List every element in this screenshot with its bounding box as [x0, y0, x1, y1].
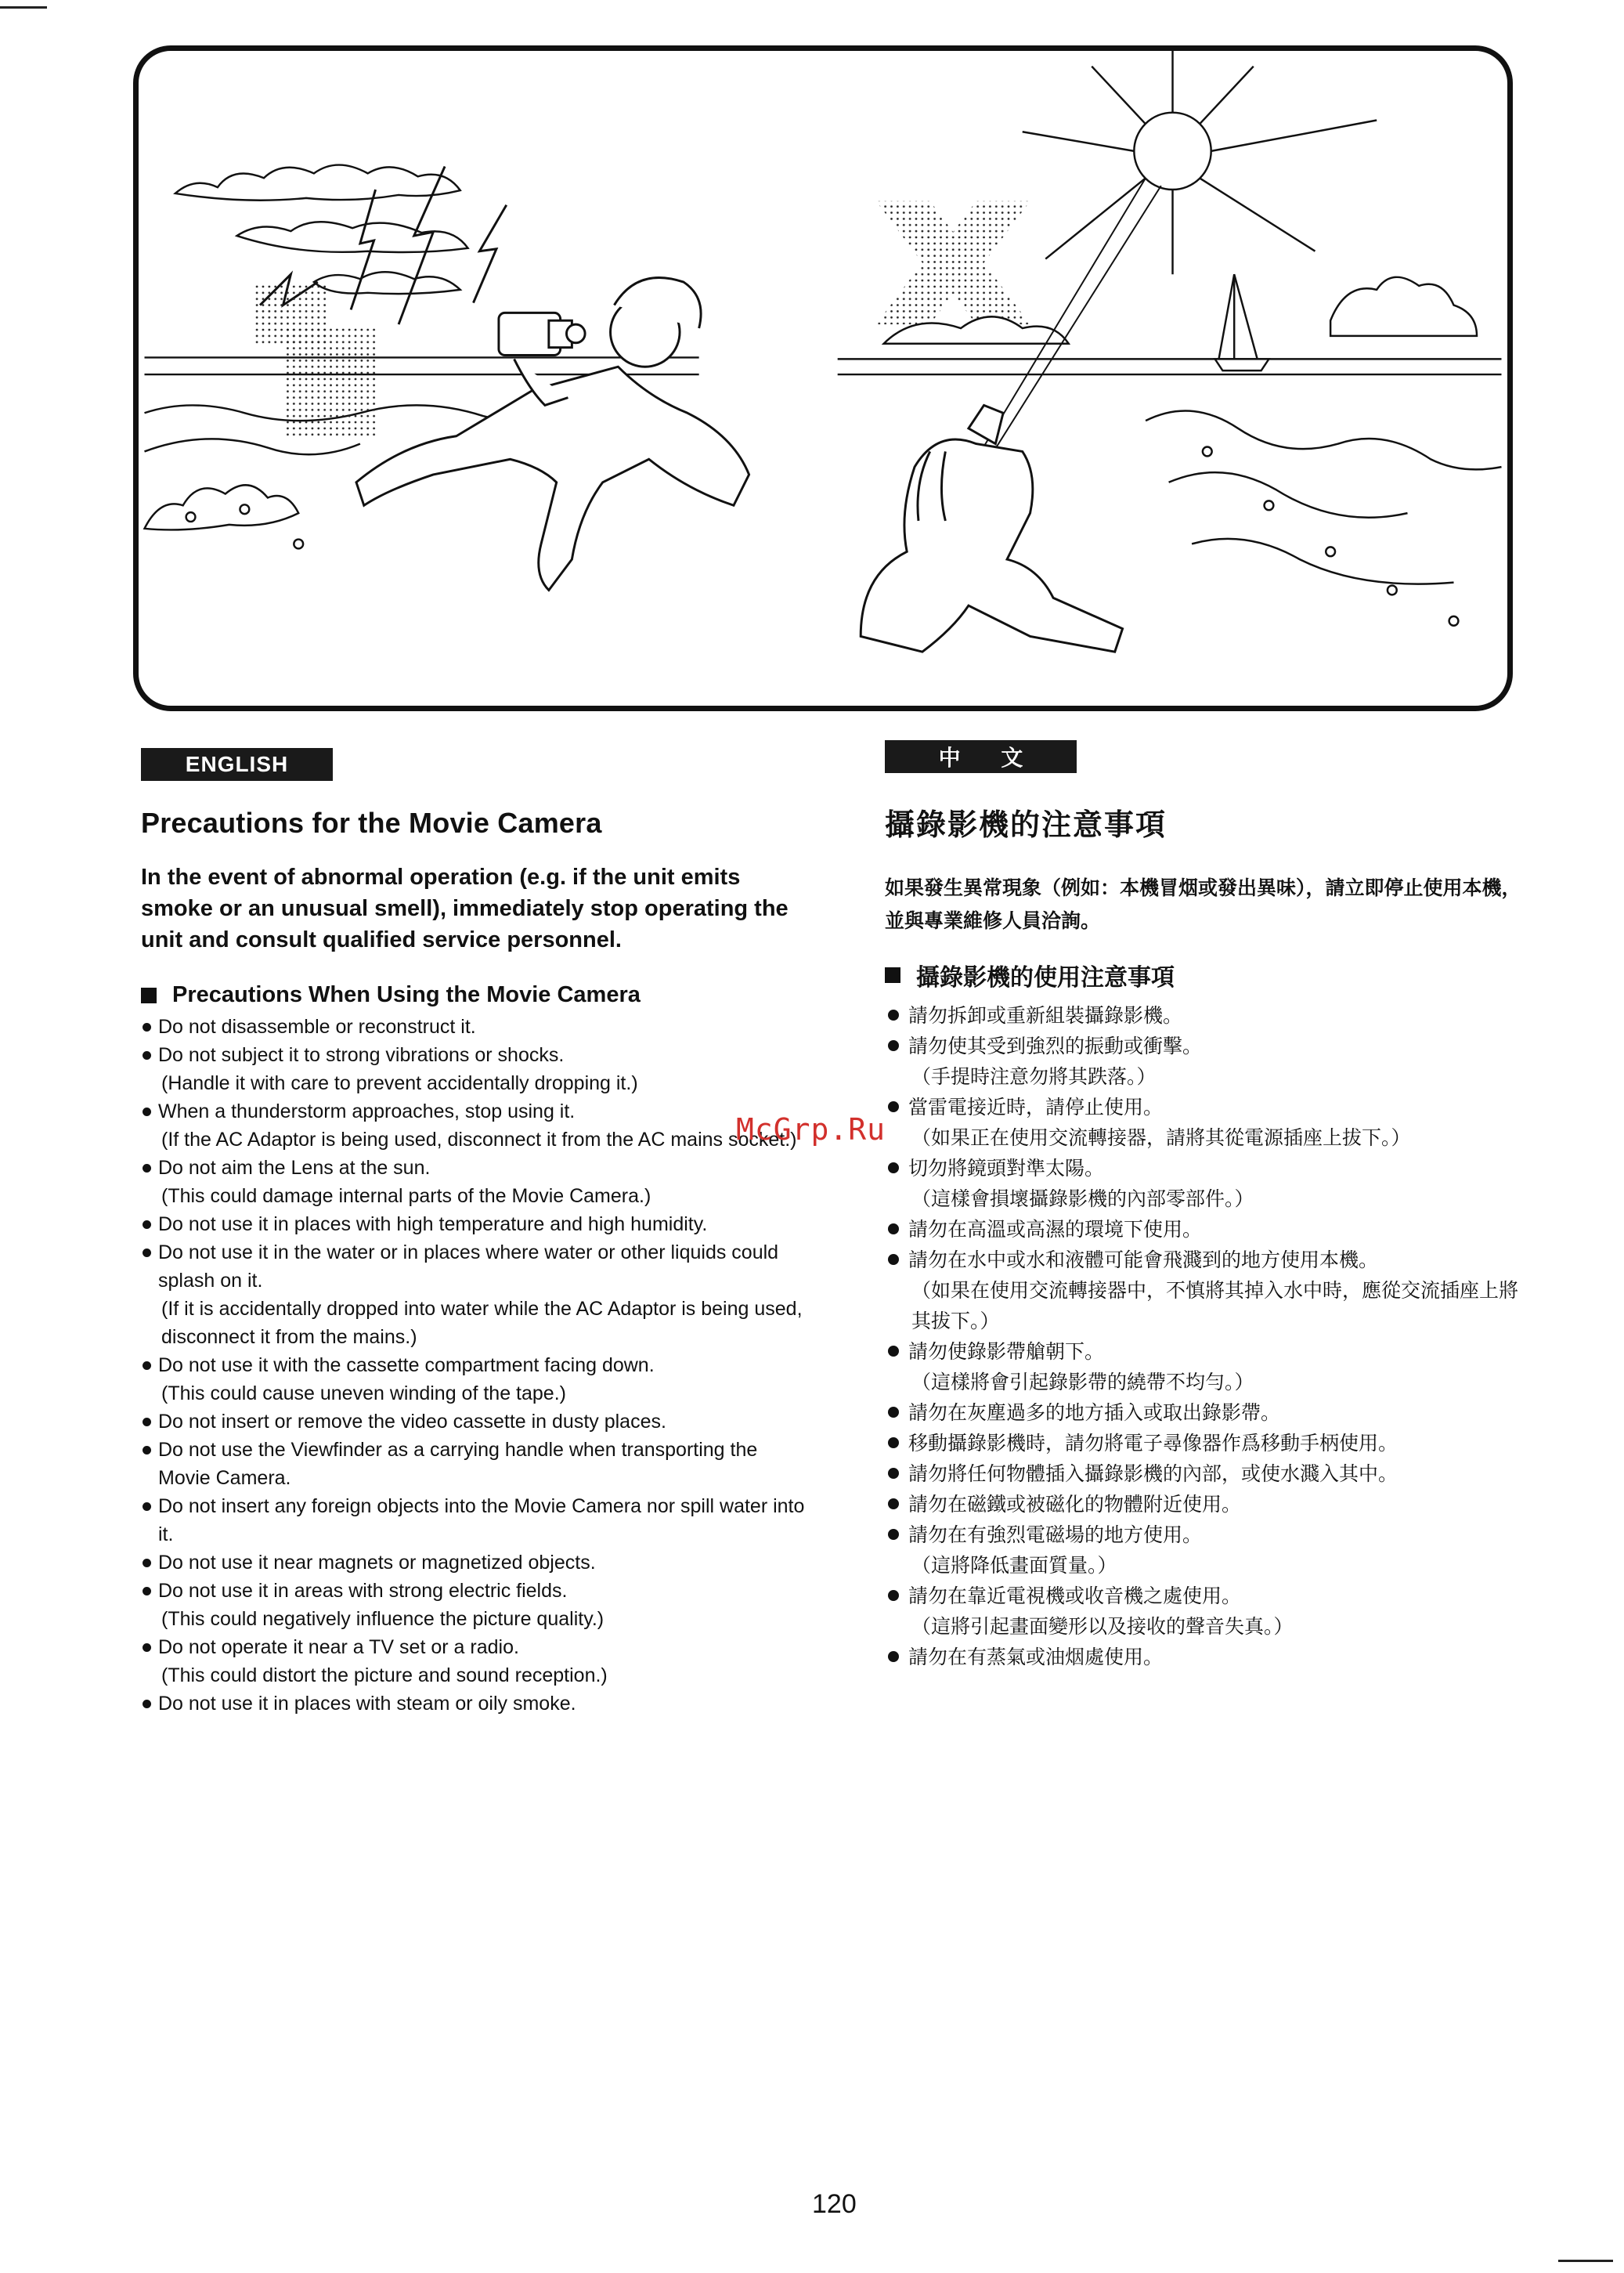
- list-item: [885, 1336, 1535, 1397]
- bullet-icon: [143, 1587, 151, 1595]
- bullet-icon: [143, 1559, 151, 1567]
- person-aiming-at-sun: [861, 405, 1122, 652]
- list-item: [885, 1520, 1535, 1581]
- list-item-text: Do not insert or remove the video cassette in dusty places.: [158, 1411, 666, 1433]
- bullet-icon: [888, 1498, 899, 1509]
- list-item: [885, 1642, 1535, 1672]
- list-item-note: （如果在使用交流轉接器中，不慎將其掉入水中時，應從交流插座上將其拔下。）: [911, 1279, 1519, 1332]
- list-item-note: （這樣將會引起錄影帶的繞帶不均勻。）: [911, 1371, 1254, 1393]
- list-item-text: 移動攝錄影機時，請勿將電子尋像器作爲移動手柄使用。: [908, 1432, 1398, 1455]
- bullet-icon: [888, 1162, 899, 1173]
- list-item-text: Do not use it near magnets or magnetized objects.: [158, 1552, 596, 1574]
- square-bullet-icon: [885, 967, 900, 983]
- list-item-text: 請勿在灰塵過多的地方插入或取出錄影帶。: [908, 1401, 1281, 1424]
- list-item-note: (This could distort the picture and sound reception.): [161, 1664, 608, 1686]
- list-item: [141, 1351, 807, 1408]
- list-item: [141, 1408, 807, 1436]
- watermark[interactable]: McGrp.Ru: [736, 1112, 886, 1147]
- bullet-icon: [888, 1468, 899, 1479]
- list-item-text: 請勿在有強烈電磁場的地方使用。: [908, 1523, 1203, 1546]
- corner-mark-top-left: [0, 6, 47, 9]
- list-item-text: 當雷電接近時，請停止使用。: [908, 1096, 1164, 1118]
- bullet-icon: [143, 1418, 151, 1426]
- page-number: 120: [812, 2189, 857, 2219]
- list-item-text: 請勿將任何物體插入攝錄影機的內部，或使水濺入其中。: [908, 1462, 1398, 1485]
- list-item-note: (Handle it with care to prevent accidentally dropping it.): [161, 1072, 638, 1094]
- list-item: [885, 1092, 1535, 1153]
- bullet-icon: [143, 1446, 151, 1455]
- list-item-note: （手提時注意勿將其跌落。）: [911, 1065, 1157, 1088]
- list-item: [885, 1000, 1535, 1031]
- chinese-subheading-text: 攝錄影機的使用注意事項: [916, 964, 1175, 992]
- list-item-note: （這樣會損壞攝錄影機的內部零部件。）: [911, 1187, 1254, 1210]
- list-item-text: 請勿在有蒸氣或油烟處使用。: [908, 1646, 1164, 1668]
- bullet-icon: [888, 1254, 899, 1265]
- chinese-warning: 如果發生異常現象（例如：本機冒烟或發出異味），請立即停止使用本機，並與專業維修人員洽詢。: [885, 876, 1521, 932]
- chinese-precaution-list: [885, 1000, 1535, 1672]
- chinese-title: 攝錄影機的注意事項: [885, 808, 1167, 842]
- list-item: [141, 1436, 807, 1492]
- english-title: Precautions for the Movie Camera: [141, 807, 602, 839]
- list-item-text: Do not operate it near a TV set or a radio.: [158, 1636, 519, 1658]
- bullet-icon: [143, 1502, 151, 1511]
- list-item: [885, 1428, 1535, 1458]
- sailboat-icon: [1219, 274, 1258, 359]
- bullet-icon: [888, 1529, 899, 1540]
- list-item-note: （如果正在使用交流轉接器，請將其從電源插座上拔下。）: [911, 1126, 1411, 1149]
- list-item: [141, 1238, 807, 1351]
- list-item-note: (If it is accidentally dropped into water while the AC Adaptor is being used, disconnect it from the mains.): [161, 1298, 803, 1348]
- list-item: [885, 1214, 1535, 1245]
- list-item-text: When a thunderstorm approaches, stop using it.: [158, 1100, 576, 1122]
- list-item-text: 請勿使其受到強烈的振動或衝擊。: [908, 1035, 1203, 1057]
- english-precaution-list: [141, 1013, 807, 1718]
- list-item-text: 請勿在高溫或高濕的環境下使用。: [908, 1218, 1203, 1241]
- list-item: [885, 1153, 1535, 1214]
- list-item: [141, 1689, 807, 1718]
- person-with-camera: [356, 277, 749, 590]
- list-item: [885, 1031, 1535, 1092]
- english-warning: In the event of abnormal operation (e.g. if the unit emits smoke or an unusual smell), immediately stop operating the unit and consult qualified service personnel.: [141, 865, 789, 952]
- bullet-icon: [143, 1164, 151, 1173]
- bullet-icon: [143, 1108, 151, 1116]
- list-item-text: Do not use it in places with high temperature and high humidity.: [158, 1213, 708, 1235]
- list-item-note: （這將降低畫面質量。）: [911, 1554, 1117, 1577]
- list-item: [141, 1041, 807, 1097]
- english-column: [141, 807, 807, 1718]
- list-item-text: Do not use it with the cassette compartment facing down.: [158, 1354, 655, 1376]
- bullet-icon: [143, 1643, 151, 1652]
- bullet-icon: [888, 1040, 899, 1051]
- lang-tag-english: ENGLISH: [141, 748, 333, 781]
- chinese-column: [885, 800, 1535, 1672]
- list-item-text: Do not use it in areas with strong electric fields.: [158, 1580, 568, 1602]
- list-item: [885, 1489, 1535, 1520]
- list-item: [141, 1492, 807, 1548]
- chinese-subheading: [885, 958, 1535, 992]
- bullet-icon: [888, 1651, 899, 1662]
- sun-scene: [838, 51, 1502, 652]
- list-item-note: (If the AC Adaptor is being used, disconnect it from the AC mains socket.): [161, 1129, 797, 1151]
- list-item-text: Do not use the Viewfinder as a carrying handle when transporting the Movie Camera.: [158, 1439, 758, 1489]
- bullet-icon: [143, 1700, 151, 1708]
- list-item-text: Do not insert any foreign objects into the Movie Camera nor spill water into it.: [158, 1495, 805, 1545]
- english-subheading: [141, 982, 807, 1008]
- corner-mark-bottom-right: [1558, 2260, 1613, 2262]
- list-item-text: Do not subject it to strong vibrations or shocks.: [158, 1044, 565, 1066]
- list-item-text: Do not use it in the water or in places where water or other liquids could splash on it.: [158, 1241, 779, 1292]
- illustration-panel: [133, 45, 1513, 711]
- list-item: [885, 1458, 1535, 1489]
- bullet-icon: [143, 1249, 151, 1257]
- list-item: [885, 1245, 1535, 1336]
- list-item-text: Do not disassemble or reconstruct it.: [158, 1016, 476, 1038]
- square-bullet-icon: [141, 988, 157, 1003]
- warning-illustration: [139, 51, 1507, 706]
- list-item: [885, 1581, 1535, 1642]
- list-item: [141, 1097, 807, 1154]
- bullet-icon: [888, 1346, 899, 1357]
- list-item-text: Do not use it in places with steam or oily smoke.: [158, 1693, 576, 1715]
- bullet-icon: [143, 1023, 151, 1032]
- list-item: [141, 1210, 807, 1238]
- list-item-note: (This could cause uneven winding of the tape.): [161, 1382, 566, 1404]
- bullet-icon: [888, 1407, 899, 1418]
- lang-tag-chinese: 中 文: [885, 740, 1077, 773]
- list-item: [141, 1633, 807, 1689]
- list-item: [141, 1548, 807, 1577]
- list-item-note: (This could negatively influence the picture quality.): [161, 1608, 604, 1630]
- bullet-icon: [143, 1220, 151, 1229]
- english-subheading-text: Precautions When Using the Movie Camera: [172, 982, 641, 1007]
- list-item: [141, 1154, 807, 1210]
- bullet-icon: [143, 1051, 151, 1060]
- list-item-text: 請勿在靠近電視機或收音機之處使用。: [908, 1585, 1242, 1607]
- list-item-text: 切勿將鏡頭對準太陽。: [908, 1157, 1105, 1180]
- list-item-text: 請勿在磁鐵或被磁化的物體附近使用。: [908, 1493, 1242, 1516]
- bullet-icon: [143, 1361, 151, 1370]
- bullet-icon: [888, 1223, 899, 1234]
- bullet-icon: [888, 1437, 899, 1448]
- list-item-text: 請勿在水中或水和液體可能會飛濺到的地方使用本機。: [908, 1249, 1379, 1271]
- list-item: [141, 1013, 807, 1041]
- list-item-text: 請勿拆卸或重新組裝攝錄影機。: [908, 1004, 1183, 1027]
- list-item-note: (This could damage internal parts of the Movie Camera.): [161, 1185, 651, 1207]
- list-item-text: Do not aim the Lens at the sun.: [158, 1157, 431, 1179]
- bullet-icon: [888, 1590, 899, 1601]
- list-item: [141, 1577, 807, 1633]
- bullet-icon: [888, 1101, 899, 1112]
- list-item: [885, 1397, 1535, 1428]
- thunderstorm-scene: [145, 165, 749, 591]
- bullet-icon: [888, 1010, 899, 1021]
- list-item-note: （這將引起畫面變形以及接收的聲音失真。）: [911, 1615, 1294, 1638]
- list-item-text: 請勿使錄影帶艙朝下。: [908, 1340, 1105, 1363]
